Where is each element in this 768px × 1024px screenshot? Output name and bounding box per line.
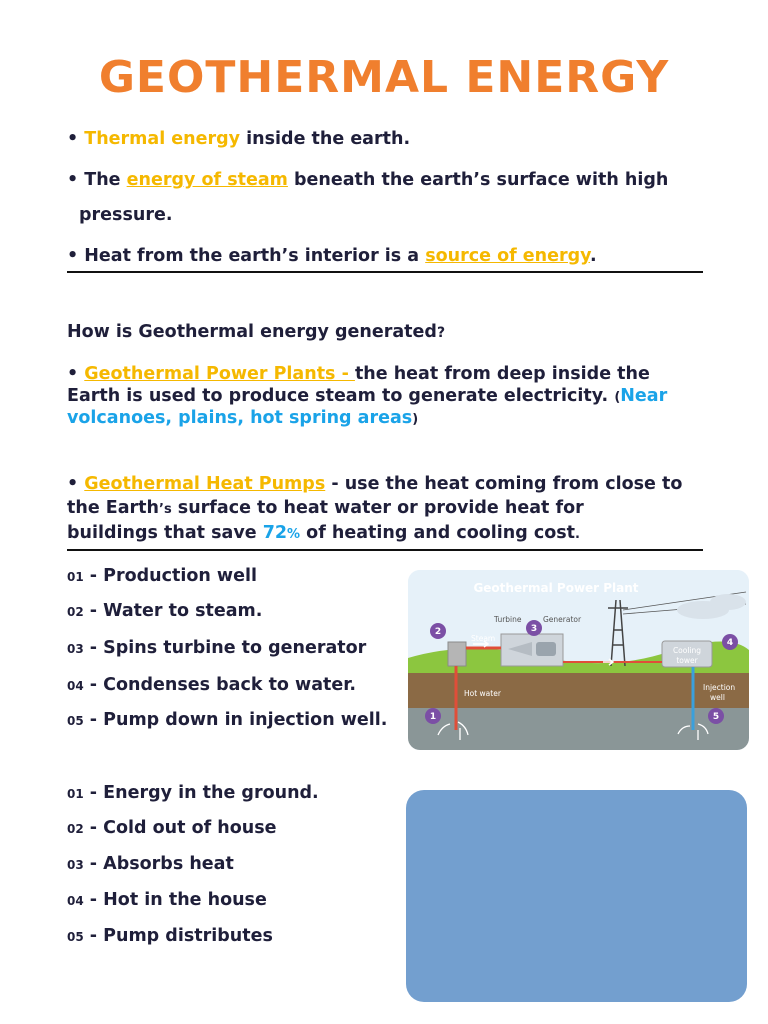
svg-text:Injection: Injection (703, 683, 736, 692)
plant-step-4: 04 - Condenses back to water. (67, 675, 357, 695)
heat-pumps-line-3: buildings that save 72% of heating and cooling cost. (67, 523, 580, 543)
bullet-energy-of-steam-cont: pressure. (79, 205, 173, 225)
marker-4 (722, 634, 738, 650)
heat-pumps-line-1: • Geothermal Heat Pumps - use the heat coming from close to (67, 474, 683, 494)
bullet-source-of-energy: • Heat from the earth’s interior is a source of energy. (67, 246, 597, 266)
marker-5 (708, 708, 724, 724)
highlight-source-of-energy: source of energy (425, 246, 590, 266)
marker-2 (430, 623, 446, 639)
geothermal-plant-diagram (408, 570, 749, 750)
question-heading: How is Geothermal energy generated? (67, 322, 446, 342)
power-plants-line-3: volcanoes, plains, hot spring areas) (67, 408, 419, 428)
marker-1 (425, 708, 441, 724)
page-title: GEOTHERMAL ENERGY (98, 52, 670, 103)
svg-text:Turbine: Turbine (494, 615, 522, 624)
svg-text:4: 4 (726, 638, 734, 648)
power-plants-line-2: Earth is used to produce steam to generate electricity. (Near (67, 386, 668, 406)
highlight-thermal-energy: Thermal energy (84, 129, 241, 149)
pump-step-1: 01 - Energy in the ground. (67, 783, 319, 803)
svg-text:2: 2 (434, 627, 442, 637)
pump-step-3: 03 - Absorbs heat (67, 854, 234, 874)
marker-3 (526, 620, 542, 636)
svg-text:3: 3 (530, 624, 538, 634)
plant-step-3: 03 - Spins turbine to generator (67, 638, 367, 658)
highlight-power-plants: Geothermal Power Plants - (84, 364, 355, 384)
svg-text:Steam: Steam (471, 634, 496, 643)
divider-1 (67, 271, 703, 273)
svg-text:Hot water: Hot water (464, 689, 501, 698)
bullet-energy-of-steam: • The energy of steam beneath the earth’s surface with high (67, 170, 669, 190)
highlight-heat-pumps: Geothermal Heat Pumps (84, 474, 326, 494)
plant-step-5: 05 - Pump down in injection well. (67, 710, 388, 730)
heat-pump-image-placeholder (406, 790, 747, 1002)
pump-step-4: 04 - Hot in the house (67, 890, 267, 910)
plant-step-2: 02 - Water to steam. (67, 601, 263, 621)
divider-2 (67, 549, 703, 551)
svg-text:Cooling: Cooling (672, 646, 702, 655)
pump-step-2: 02 - Cold out of house (67, 818, 277, 838)
power-plants-line-1: • Geothermal Power Plants - the heat from deep inside the (67, 364, 650, 384)
svg-text:5: 5 (712, 712, 720, 722)
diagram-title: Geothermal Power Plant (473, 581, 639, 595)
heat-pumps-line-2: the Earth’s surface to heat water or provide heat for (67, 498, 584, 518)
svg-text:well: well (710, 693, 725, 702)
svg-text:1: 1 (429, 712, 437, 722)
svg-text:tower: tower (676, 656, 698, 665)
pump-step-5: 05 - Pump distributes (67, 926, 273, 946)
highlight-energy-of-steam: energy of steam (126, 170, 288, 190)
svg-text:Generator: Generator (543, 615, 582, 624)
bullet-thermal-energy: • Thermal energy inside the earth. (67, 129, 411, 149)
plant-step-1: 01 - Production well (67, 566, 257, 586)
